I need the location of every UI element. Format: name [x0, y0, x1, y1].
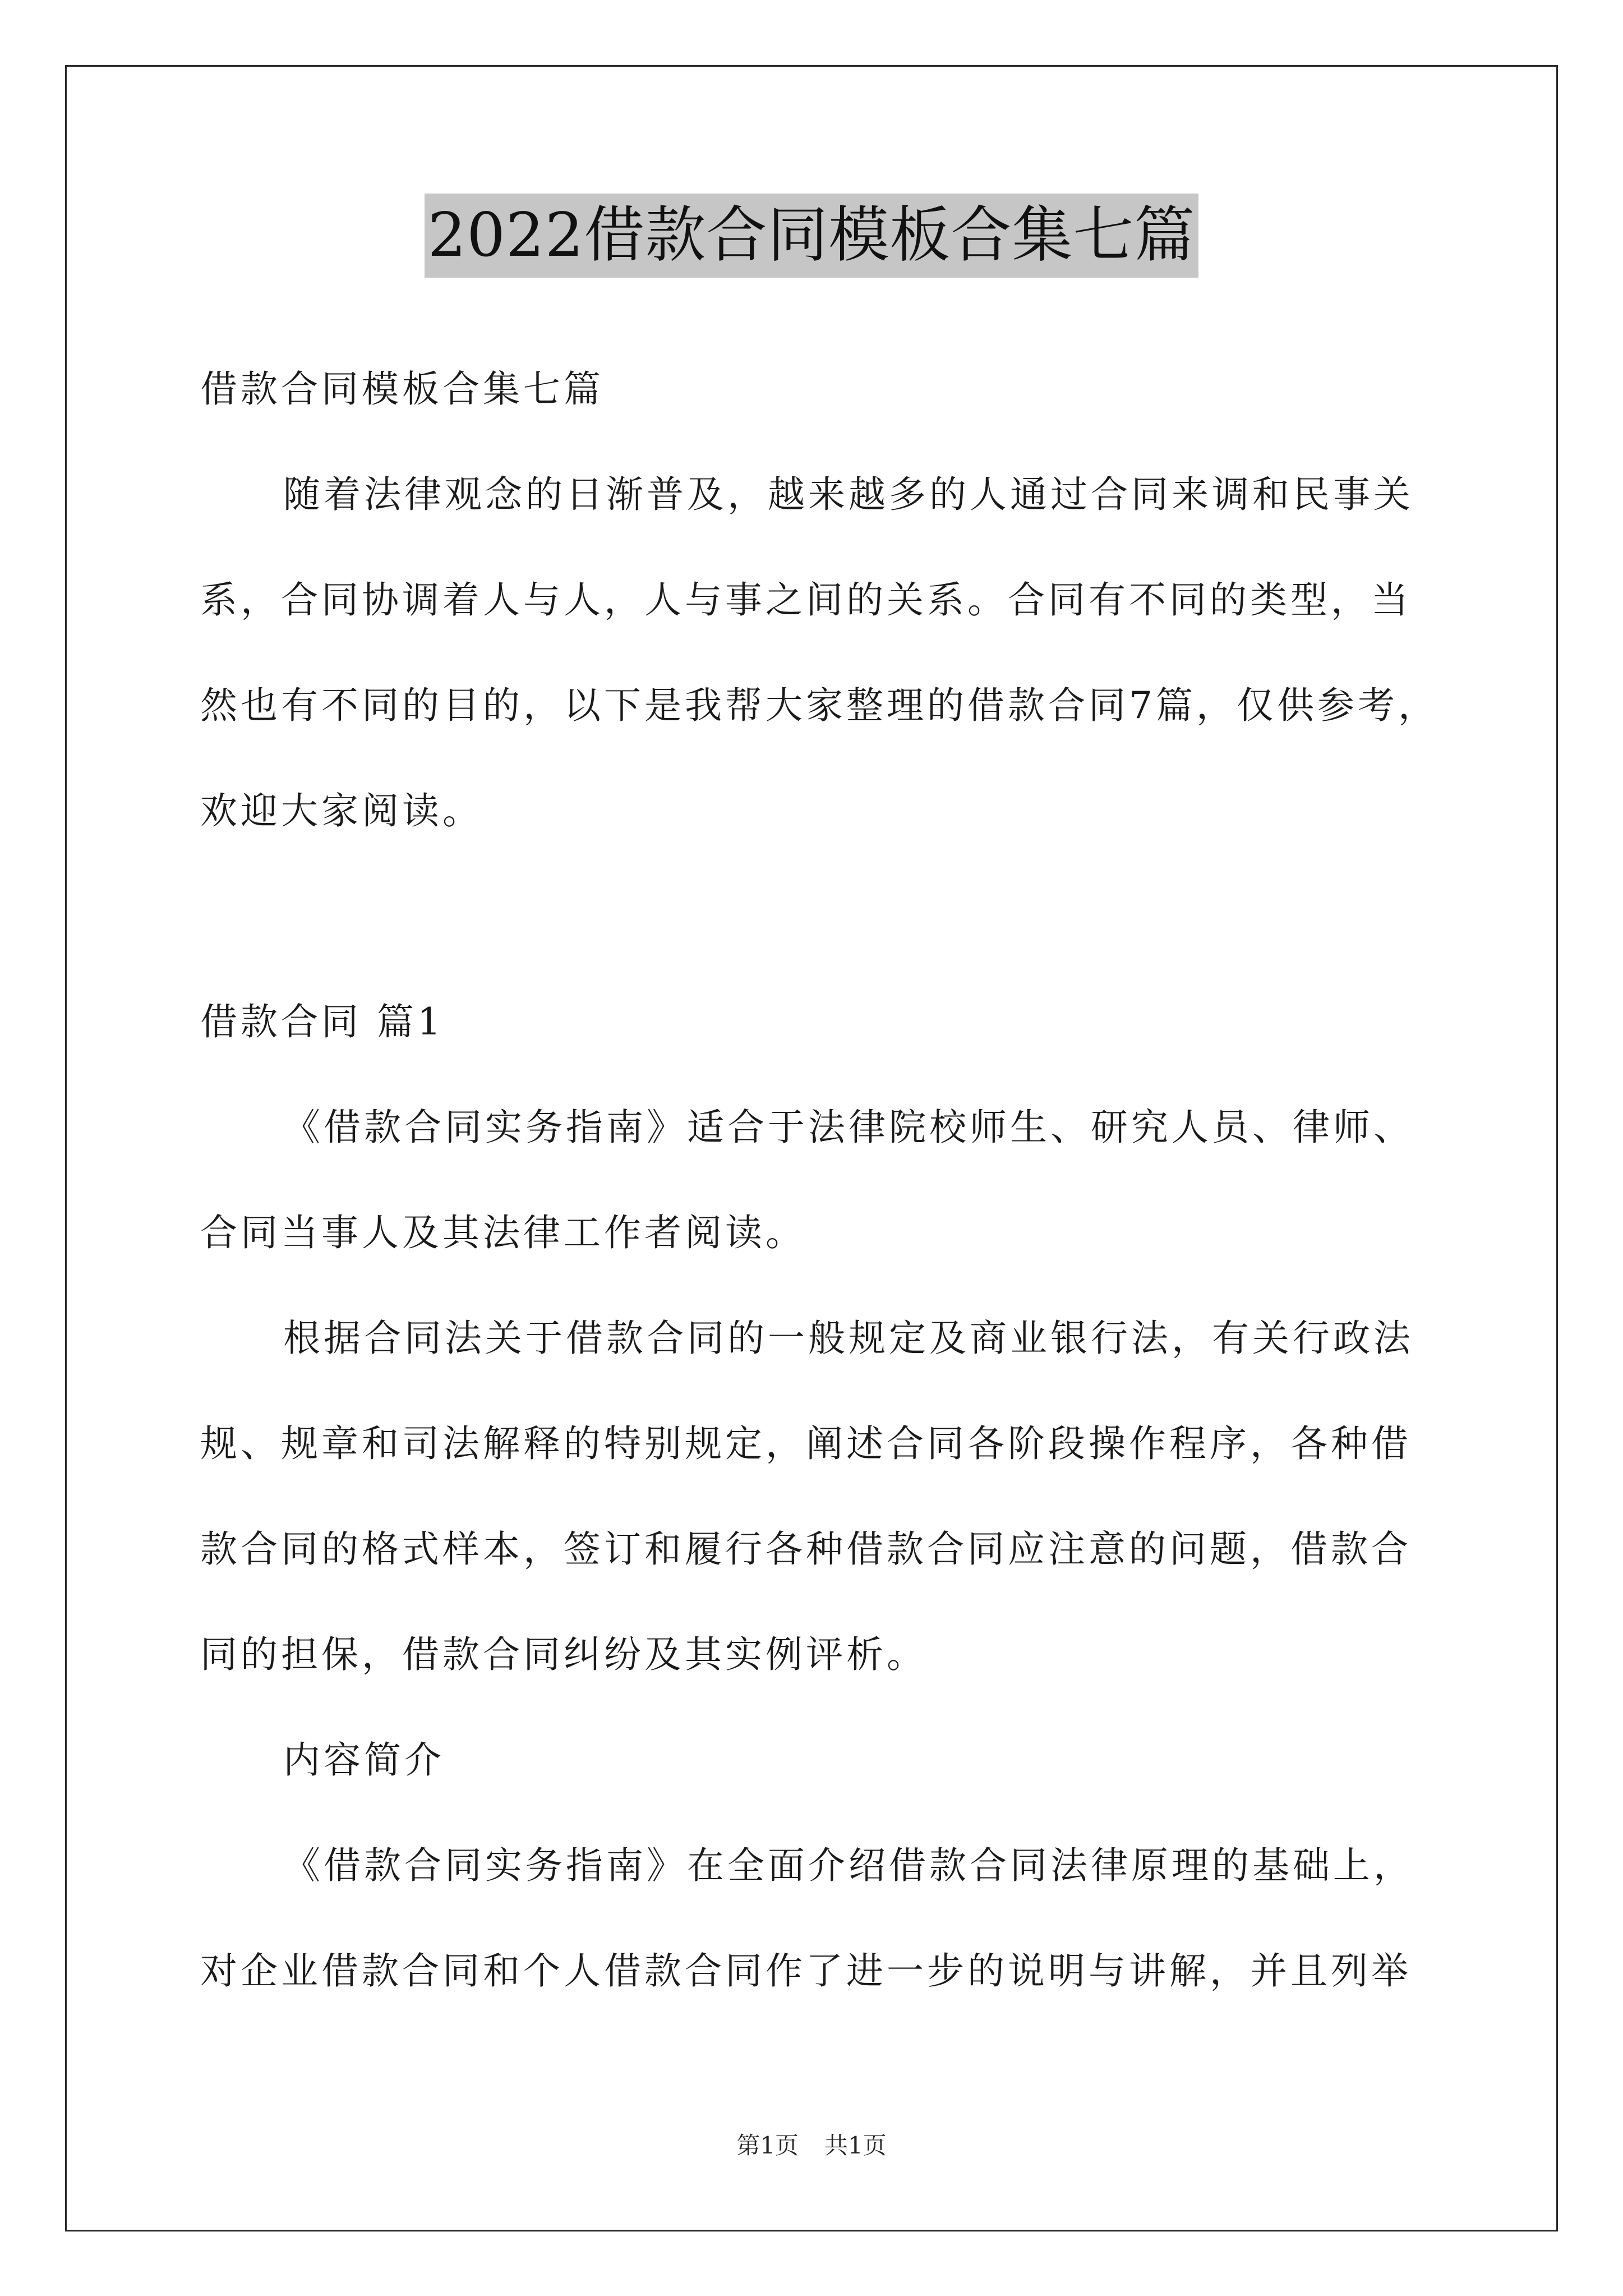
- paragraph-line: 《借款合同实务指南》适合于法律院校师生、研究人员、律师、: [283, 1106, 1414, 1149]
- paragraph-line: 随着法律观念的日渐普及，越来越多的人通过合同来调和民事关: [283, 473, 1414, 516]
- paragraph-line: 《借款合同实务指南》在全面介绍借款合同法律原理的基础上，: [283, 1844, 1414, 1887]
- page-number-current: 第1页: [736, 2132, 799, 2159]
- paragraph-line: 合同当事人及其法律工作者阅读。: [200, 1211, 806, 1254]
- paragraph-line: 然也有不同的目的，以下是我帮大家整理的借款合同7篇，仅供参考，: [200, 684, 1438, 727]
- title-container: [0, 194, 1623, 278]
- page-number-total: 共1页: [824, 2132, 887, 2159]
- paragraph-line: 欢迎大家阅读。: [200, 789, 483, 832]
- subtitle-line: 借款合同模板合集七篇: [200, 367, 604, 411]
- document-body: [200, 337, 1462, 2024]
- section-heading: 借款合同 篇1: [200, 1000, 444, 1043]
- paragraph-line: 对企业借款合同和个人借款合同作了进一步的说明与讲解，并且列举: [200, 1949, 1412, 1993]
- subheading-line: 内容简介: [283, 1738, 445, 1782]
- paragraph-line: 款合同的格式样本，签订和履行各种借款合同应注意的问题，借款合: [200, 1527, 1412, 1571]
- page-footer: [0, 2129, 1623, 2162]
- paragraph-line: 同的担保，借款合同纠纷及其实例评析。: [200, 1633, 927, 1676]
- paragraph-line: 规、规章和司法解释的特别规定，阐述合同各阶段操作程序，各种借: [200, 1422, 1412, 1465]
- blank-line: [200, 864, 1462, 969]
- paragraph-line: 根据合同法关于借款合同的一般规定及商业银行法，有关行政法: [283, 1317, 1414, 1360]
- paragraph-line: 系，合同协调着人与人，人与事之间的关系。合同有不同的类型，当: [200, 578, 1412, 622]
- document-title: 2022借款合同模板合集七篇: [425, 194, 1199, 278]
